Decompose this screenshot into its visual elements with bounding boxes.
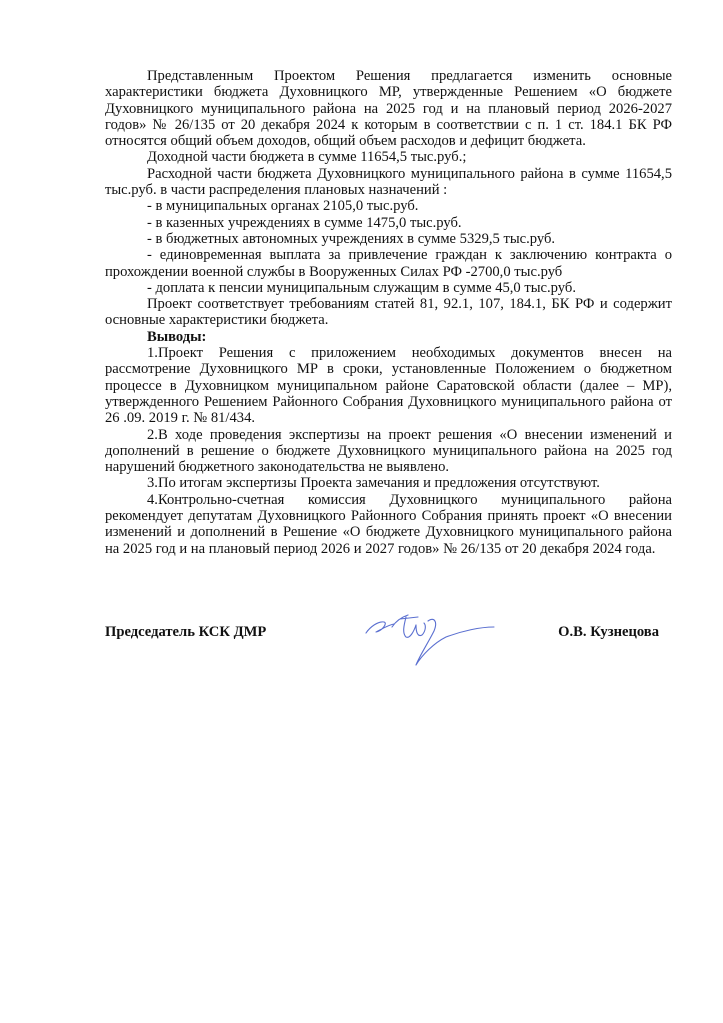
intro-paragraph: Представленным Проектом Решения предлагается изменить основные характеристики бюджета Духовницкого МР, утвержденные Решением «О бюджете Духовницкого муниципального района на 2025 год и на плановый период 2026-2027 годов» № 26/135 от 20 декабря 2024 к которым в соответствии с п. 1 ст. 184.1 БК РФ относятся общий объем доходов, общий объем расходов и дефицит бюджета. <box>105 68 672 150</box>
expense-paragraph: Расходной части бюджета Духовницкого муниципального района в сумме 11654,5 тыс.руб. в части распределения плановых назначений : <box>105 165 672 199</box>
conclusions-heading: Выводы: <box>147 328 207 345</box>
expense-item: - в казенных учреждениях в сумме 1475,0 тыс.руб. <box>147 214 462 231</box>
signature-stroke <box>416 619 494 665</box>
conclusion-item: 4.Контрольно-счетная комиссия Духовницкого муниципального района рекомендует депутатам Духовницкого Районного Собрания принять проект «О внесении изменений и дополнений в Решение «О бюджете Духовницкого муниципального района на 2025 год и на плановый период 2026 и 2027 годов» № 26/135 от 20 декабря 2024 года. <box>105 491 672 557</box>
conclusion-item: 2.В ходе проведения экспертизы на проект решения «О внесении изменений и дополнений в решение о бюджете Духовницкого муниципального района на 2025 год нарушений бюджетного законодательства не выявлено. <box>105 426 672 476</box>
expense-item: - доплата к пенсии муниципальным служащим в сумме 45,0 тыс.руб. <box>147 279 576 296</box>
handwritten-signature <box>362 607 502 669</box>
expense-item: - единовременная выплата за привлечение граждан к заключению контракта о прохождении военной службы в Вооруженных Силах РФ -2700,0 тыс.руб <box>105 247 672 280</box>
signer-name: О.В. Кузнецова <box>558 624 659 640</box>
expense-item: - в бюджетных автономных учреждениях в сумме 5329,5 тыс.руб. <box>147 230 556 247</box>
document-body <box>105 68 672 557</box>
revenue-paragraph: Доходной части бюджета в сумме 11654,5 тыс.руб.; <box>147 149 467 166</box>
expense-item: - в муниципальных органах 2105,0 тыс.руб. <box>147 198 419 215</box>
conclusion-item: 3.По итогам экспертизы Проекта замечания и предложения отсутствуют. <box>147 475 600 492</box>
signature-stroke <box>392 615 418 637</box>
conclusion-item: 1.Проект Решения с приложением необходимых документов внесен на рассмотрение Духовницкого МР в сроки, установленные Положением о бюджетном процессе в Духовницком муниципальном районе Саратовской области (далее – МР), утвержденного Решением Районного Собрания Духовницкого муниципального района от 26 .09. 2019 г. № 81/434. <box>105 345 672 427</box>
signer-position: Председатель КСК ДМР <box>105 624 267 640</box>
signature-stroke <box>366 622 394 633</box>
compliance-paragraph: Проект соответствует требованиям статей 81, 92.1, 107, 184.1, БК РФ и содержит основные характеристики бюджета. <box>105 296 672 329</box>
signature-stroke <box>416 623 425 636</box>
